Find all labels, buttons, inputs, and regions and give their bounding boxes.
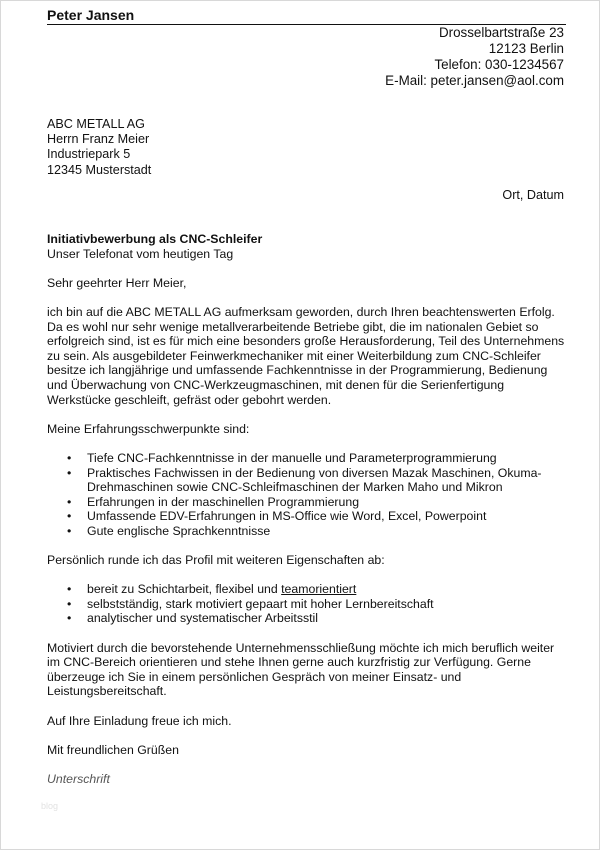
focus-list (47, 451, 567, 539)
list-item: • Tiefe CNC-Fachkenntnisse in der manuelle und Parameterprogrammierung (87, 451, 567, 466)
profile-list (47, 582, 567, 626)
list-item: • analytischer und systematischer Arbeitsstil (87, 611, 567, 626)
sender-phone: Telefon: 030-1234567 (434, 57, 564, 72)
place-date: Ort, Datum (502, 188, 564, 202)
intro-paragraph: ich bin auf die ABC METALL AG aufmerksam geworden, durch Ihren beachtenswerten Erfolg. Da es wohl nur sehr wenige metallverarbeitende Betriebe gibt, die im nationalen Gebiet so erfolgreich sind, ist es für mich eine besonders große Herausforderung, Teil des Unternehmens zu sein. Als ausgebildeter Feinwerkmechaniker mit einer Weiterbildung zum CNC-Schleifer besitze ich langjährige und umfassende Fachkenntnisse in der Programmierung, Bedienung und Überwachung von CNC-Werkzeugmaschinen, mit denen für die Serienfertigung Werkstücke geschleift, gefräst oder gebohrt werden. (47, 304, 565, 407)
letter-body (47, 232, 567, 787)
profile-item-text: bereit zu Schichtarbeit, flexibel und (87, 582, 282, 597)
list-item: • Umfassende EDV-Erfahrungen in MS-Office wie Word, Excel, Powerpoint (87, 509, 567, 524)
closing-line: Mit freundlichen Grüßen (47, 742, 179, 757)
subject-reference: Unser Telefonat vom heutigen Tag (47, 246, 234, 261)
recipient-company: ABC METALL AG (47, 117, 145, 131)
sender-street: Drosselbartstraße 23 (438, 25, 564, 40)
salutation: Sehr geehrter Herr Meier, (47, 275, 187, 290)
list-item: • Gute englische Sprachkenntnisse (87, 524, 567, 539)
list-item: • Praktisches Fachwissen in der Bedienung von diversen Mazak Maschinen, Okuma-Drehmaschinen sowie CNC-Schleifmaschinen der Marken Maho und Mikron (87, 466, 567, 495)
recipient-city: 12345 Musterstadt (47, 162, 152, 177)
profile-intro: Persönlich runde ich das Profil mit weiteren Eigenschaften ab: (47, 553, 385, 568)
list-item: • selbstständig, stark motiviert gepaart mit hoher Lernbereitschaft (87, 597, 567, 612)
list-item: • Erfahrungen in der maschinellen Programmierung (87, 495, 567, 510)
watermark: blog (41, 801, 59, 811)
invitation-line: Auf Ihre Einladung freue ich mich. (47, 713, 232, 728)
signature: Unterschrift (47, 771, 110, 786)
motivation-paragraph: Motiviert durch die bevorstehende Unternehmensschließung möchte ich mich beruflich weiter im CNC-Bereich orientieren und stehe Ihnen gerne auch kurzfristig zur Verfügung. Gerne überzeuge ich Sie in einem persönlichen Gespräch von meiner Einsatz- und Leistungsbereitschaft. (47, 640, 555, 699)
focus-intro: Meine Erfahrungsschwerpunkte sind: (47, 421, 250, 436)
subject-line: Initiativbewerbung als CNC-Schleifer (47, 232, 263, 246)
sender-email: E-Mail: peter.jansen@aol.com (385, 73, 564, 88)
sender-name-heading: Peter Jansen (47, 7, 135, 23)
recipient-person: Herrn Franz Meier (47, 132, 150, 147)
list-item (87, 582, 567, 597)
sender-address-block (385, 25, 564, 89)
sender-city: 12123 Berlin (488, 41, 564, 56)
recipient-address-block (47, 117, 151, 178)
teamorientiert-text: teamorientiert (281, 582, 357, 597)
recipient-street: Industriepark 5 (47, 147, 131, 162)
